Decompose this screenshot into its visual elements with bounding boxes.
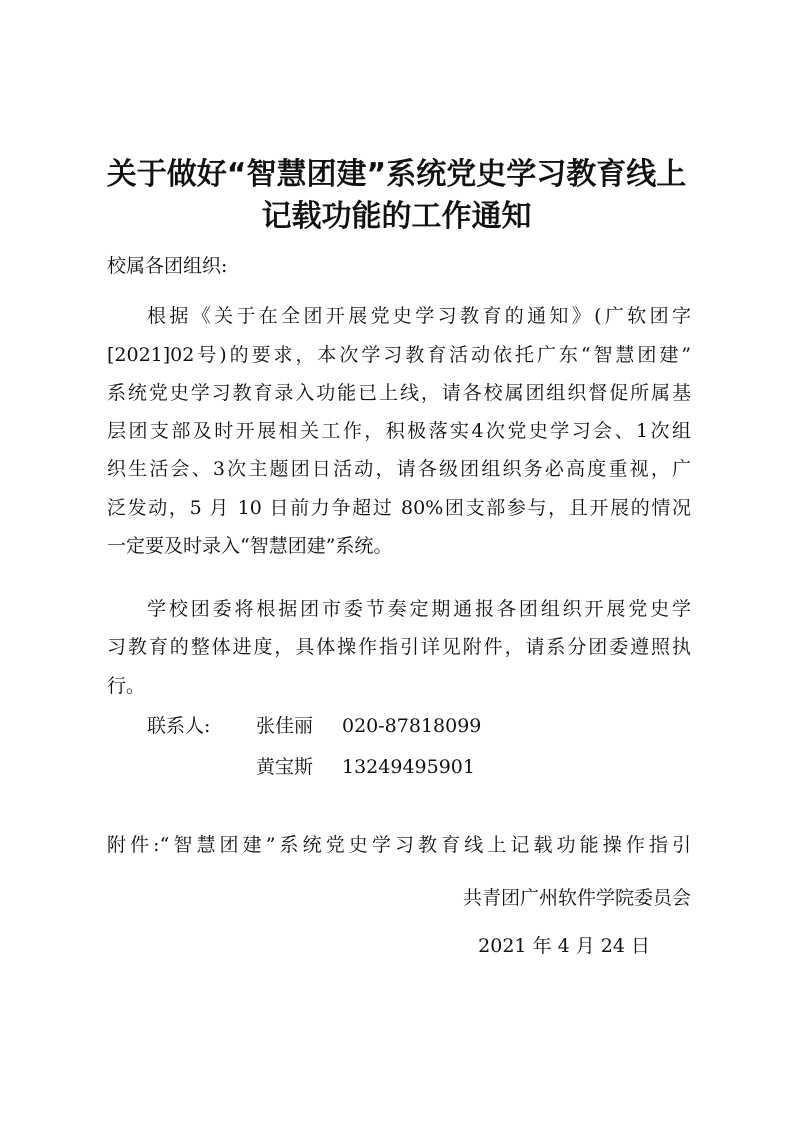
document-title-line-1: 关于做好“智慧团建”系统党史学习教育线上 [106, 157, 687, 192]
paragraph-2-line: 习教育的整体进度，具体操作指引详见附件，请系分团委遵照执 [107, 636, 691, 658]
contact-phone: 13249495901 [342, 756, 475, 778]
paragraph-1-line: 系统党史学习教育录入功能已上线，请各校属团组织督促所属基 [107, 382, 691, 404]
contact-phone: 020-87818099 [342, 715, 482, 737]
paragraph-1-line: [2021]02号)的要求，本次学习教育活动依托广东“智慧团建” [107, 344, 691, 366]
contact-name: 黄宝斯 [256, 756, 314, 778]
paragraph-1-line: 泛发动，5 月 10 日前力争超过 80%团支部参与，且开展的情况 [107, 497, 691, 519]
paragraph-1-line: 一定要及时录入“智慧团建”系统。 [107, 535, 393, 557]
paragraph-2-line: 学校团委将根据团市委节奏定期通报各团组织开展党史学 [147, 598, 691, 620]
attachment-note: 附件:“智慧团建”系统党史学习教育线上记载功能操作指引 [107, 834, 691, 856]
paragraph-1-line: 织生活会、3次主题团日活动，请各级团组织务必高度重视，广 [107, 458, 691, 480]
issue-date: 2021 年 4 月 24 日 [478, 935, 650, 957]
salutation: 校属各团组织: [107, 255, 228, 277]
paragraph-1-line: 根据《关于在全团开展党史学习教育的通知》(广软团字 [147, 305, 691, 327]
paragraph-2-line: 行。 [107, 675, 146, 697]
paragraph-1-line: 层团支部及时开展相关工作，积极落实4次党史学习会、1次组 [107, 420, 691, 442]
contact-name: 张佳丽 [256, 715, 314, 737]
issuer-signature: 共青团广州软件学院委员会 [462, 887, 691, 909]
document-title-line-2: 记载功能的工作通知 [261, 199, 532, 234]
contact-label: 联系人: [147, 715, 211, 737]
